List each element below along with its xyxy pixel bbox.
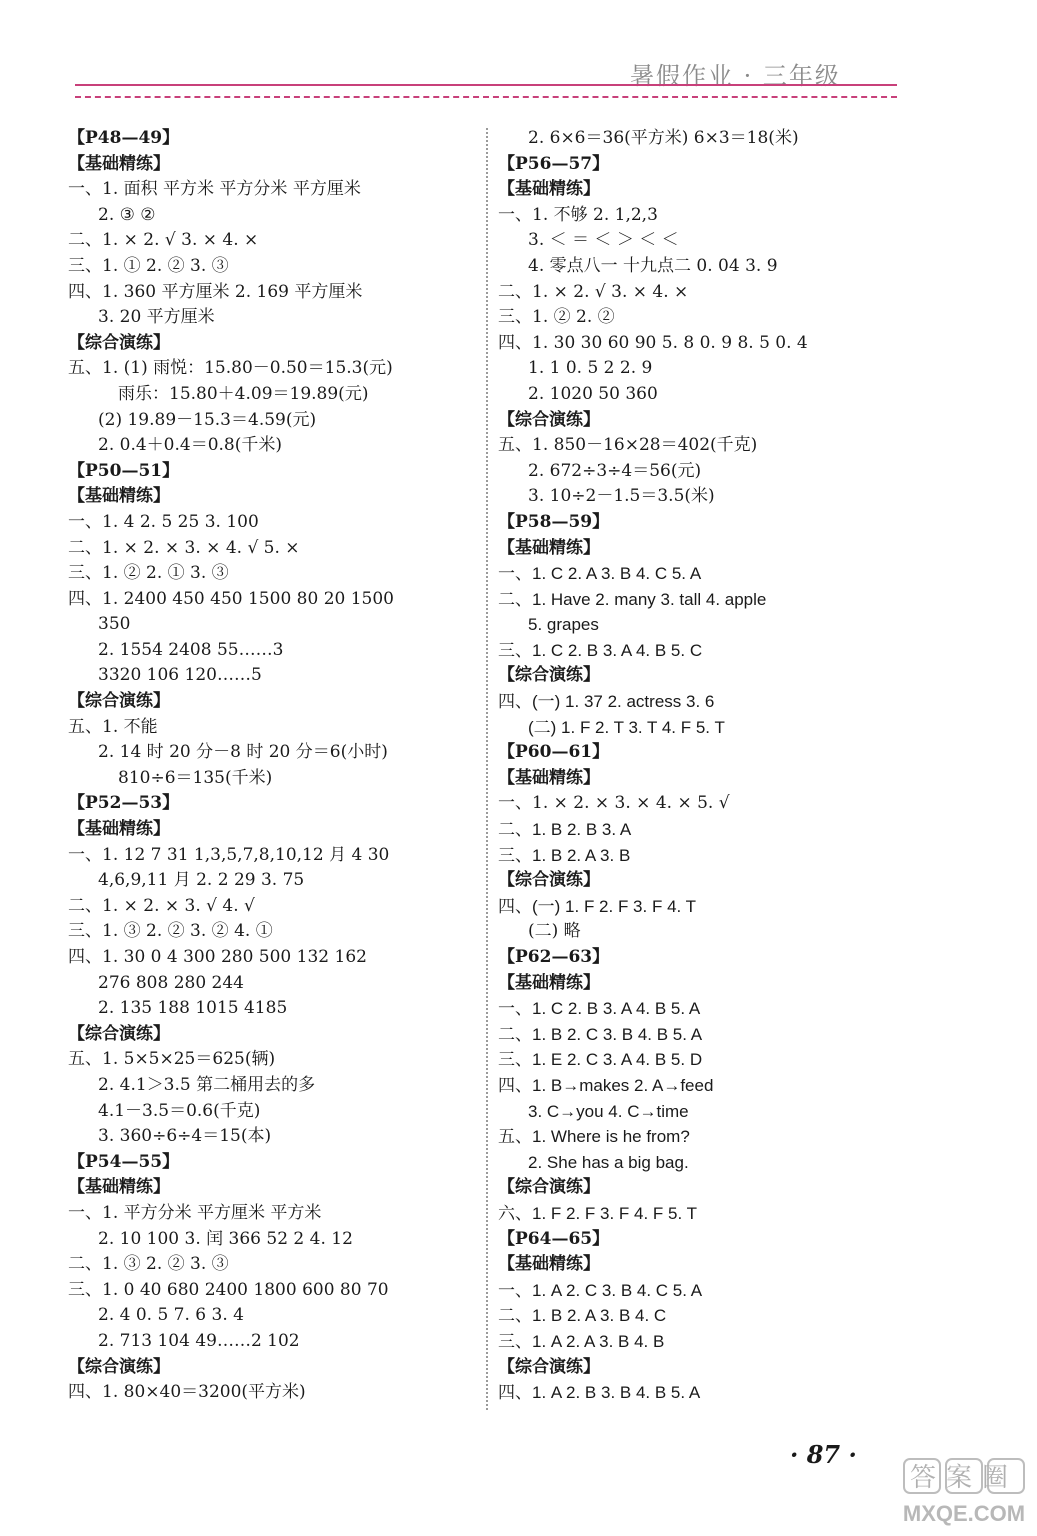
answer-line: 1. 1 0. 5 2 2. 9 <box>528 358 653 379</box>
answer-line: 4. 零点八一 十九点二 0. 04 3. 9 <box>528 255 778 276</box>
answer-line: 三、1. E 2. C 3. A 4. B 5. D <box>498 1050 703 1070</box>
answer-line: 四、1. 360 平方厘米 2. 169 平方厘米 <box>68 281 363 302</box>
answer-line: (二) 略 <box>528 921 581 942</box>
answer-line: 三、1. ③ 2. ② 3. ② 4. ① <box>68 921 273 942</box>
section-heading: 【综合演练】 <box>498 1177 600 1198</box>
answer-line: 二、1. × 2. √ 3. × 4. × <box>498 281 689 302</box>
answer-line: 3320 106 120……5 <box>98 665 262 686</box>
section-heading: 【综合演练】 <box>498 409 600 430</box>
answer-line: 四、1. B→makes 2. A→feed <box>498 1075 714 1095</box>
answer-line: 五、1. 850－16×28＝402(千克) <box>498 435 758 456</box>
answer-line: 二、1. × 2. × 3. × 4. √ 5. × <box>68 537 300 558</box>
answer-line: 2. 1020 50 360 <box>528 383 658 404</box>
section-heading: 【基础精练】 <box>498 972 600 993</box>
answer-line: 一、1. 面积 平方米 平方分米 平方厘米 <box>68 179 361 200</box>
answer-line: 一、1. 12 7 31 1,3,5,7,8,10,12 月 4 30 <box>68 844 390 865</box>
section-heading: 【综合演练】 <box>498 1356 600 1377</box>
answer-line: 三、1. C 2. B 3. A 4. B 5. C <box>498 640 703 660</box>
running-header: 暑假作业 · 三年级 <box>630 62 841 90</box>
answer-line: 四、1. 30 0 4 300 280 500 132 162 <box>68 947 367 967</box>
section-heading: 【综合演练】 <box>498 665 600 686</box>
answer-line: 3. 360÷6÷4＝15(本) <box>98 1126 272 1147</box>
answer-line: 2. 4 0. 5 7. 6 3. 4 <box>98 1305 244 1326</box>
answer-line: 四、1. 80×40＝3200(平方米) <box>68 1382 306 1403</box>
section-heading: 【基础精练】 <box>68 819 170 840</box>
answer-line: 二、1. ③ 2. ② 3. ③ <box>68 1254 229 1275</box>
answer-line: 2. 0.4＋0.4＝0.8(千米) <box>98 435 282 456</box>
answer-line: 2. 4.1＞3.5 第二桶用去的多 <box>98 1074 316 1095</box>
section-heading: 【P52—53】 <box>68 793 180 814</box>
answer-line: 5. grapes <box>528 615 599 635</box>
section-heading: 【P48—49】 <box>68 128 180 148</box>
answer-line: 2. 6×6＝36(平方米) 6×3＝18(米) <box>528 128 799 148</box>
section-heading: 【P60—61】 <box>498 742 610 763</box>
answer-line: 三、1. ② 2. ② <box>498 307 615 328</box>
answer-line: 一、1. × 2. × 3. × 4. × 5. √ <box>498 793 730 814</box>
answer-line: 3. C→you 4. C→time <box>528 1101 689 1121</box>
column-divider <box>486 128 488 1410</box>
section-heading: 【P64—65】 <box>498 1228 610 1249</box>
section-heading: 【基础精练】 <box>68 1177 170 1198</box>
watermark-text-bottom: MXQE.COM <box>902 1501 1026 1526</box>
answer-line: 三、1. A 2. A 3. B 4. B <box>498 1331 665 1351</box>
answer-line: 一、1. A 2. C 3. B 4. C 5. A <box>498 1280 703 1300</box>
answer-line: 2. 713 104 49……2 102 <box>98 1330 300 1351</box>
answer-line: 810÷6＝135(千米) <box>118 767 273 788</box>
answer-line: 一、1. C 2. B 3. A 4. B 5. A <box>498 999 701 1019</box>
answer-line: 四、1. 2400 450 450 1500 80 20 1500 <box>68 588 394 609</box>
answer-line: 一、1. 不够 2. 1,2,3 <box>498 204 658 225</box>
answer-line: (二) 1. F 2. T 3. T 4. F 5. T <box>528 717 725 737</box>
answer-line: 3. ＜ ＝ ＜ ＞ ＜ ＜ <box>528 230 679 251</box>
answer-line: 350 <box>98 614 131 635</box>
section-heading: 【基础精练】 <box>498 767 600 788</box>
answer-line: 五、1. 不能 <box>68 716 158 737</box>
answer-line: 四、1. 30 30 60 90 5. 8 0. 9 8. 5 0. 4 <box>498 332 808 353</box>
answer-line: (2) 19.89－15.3＝4.59(元) <box>98 409 317 430</box>
answer-line: 3. 10÷2－1.5＝3.5(米) <box>528 486 715 507</box>
answer-line: 4.1－3.5＝0.6(千克) <box>98 1100 261 1121</box>
section-heading: 【P56—57】 <box>498 153 610 174</box>
section-heading: 【基础精练】 <box>498 537 600 558</box>
section-heading: 【P50—51】 <box>68 460 180 481</box>
header-rule-dashed <box>75 96 897 98</box>
answer-line: 2. 672÷3÷4＝56(元) <box>528 460 702 481</box>
answer-line: 一、1. 平方分米 平方厘米 平方米 <box>68 1202 322 1223</box>
answer-line: 六、1. F 2. F 3. F 4. F 5. T <box>498 1203 698 1223</box>
answer-column-left <box>68 126 478 1406</box>
answer-line: 雨乐：15.80＋4.09＝19.89(元) <box>118 383 369 404</box>
answer-line: 五、1. (1) 雨悦：15.80－0.50＝15.3(元) <box>68 358 393 379</box>
answer-line: 三、1. ② 2. ① 3. ③ <box>68 563 229 584</box>
section-heading: 【基础精练】 <box>498 179 600 200</box>
section-heading: 【综合演练】 <box>498 870 600 891</box>
answer-line: 一、1. 4 2. 5 25 3. 100 <box>68 511 259 532</box>
answer-line: 二、1. × 2. √ 3. × 4. × <box>68 230 259 251</box>
answer-line: 四、1. A 2. B 3. B 4. B 5. A <box>498 1383 701 1403</box>
answer-line: 五、1. 5×5×25＝625(辆) <box>68 1049 276 1070</box>
header-rule-solid <box>75 84 897 86</box>
section-heading: 【基础精练】 <box>68 153 170 174</box>
answer-line: 3. 20 平方厘米 <box>98 307 215 328</box>
answer-line: 2. 10 100 3. 闰 366 52 2 4. 12 <box>98 1228 353 1249</box>
answer-line: 三、1. B 2. A 3. B <box>498 845 631 865</box>
answer-line: 二、1. B 2. C 3. B 4. B 5. A <box>498 1024 703 1044</box>
section-heading: 【P62—63】 <box>498 947 610 967</box>
answer-line: 四、(一) 1. 37 2. actress 3. 6 <box>498 692 715 712</box>
answer-line: 四、(一) 1. F 2. F 3. F 4. T <box>498 896 697 916</box>
answer-line: 2. ③ ② <box>98 204 156 225</box>
answer-line: 2. 14 时 20 分－8 时 20 分＝6(小时) <box>98 742 388 763</box>
answer-line: 二、1. B 2. A 3. B 4. C <box>498 1306 667 1326</box>
section-heading: 【综合演练】 <box>68 332 170 353</box>
answer-line: 三、1. 0 40 680 2400 1800 600 80 70 <box>68 1279 389 1300</box>
section-heading: 【综合演练】 <box>68 1356 170 1377</box>
answer-line: 4,6,9,11 月 2. 2 29 3. 75 <box>98 870 305 891</box>
answer-line: 2. She has a big bag. <box>528 1152 689 1172</box>
page-number: · 87 · <box>790 1440 857 1469</box>
answer-line: 二、1. × 2. × 3. √ 4. √ <box>68 895 255 916</box>
watermark-text-top: 答案圈 <box>909 1463 1019 1493</box>
section-heading: 【P58—59】 <box>498 511 610 532</box>
watermark-logo <box>900 1455 1030 1530</box>
section-heading: 【基础精练】 <box>68 486 170 507</box>
section-heading: 【P54—55】 <box>68 1151 180 1172</box>
answer-line: 2. 135 188 1015 4185 <box>98 998 288 1019</box>
answer-column-right <box>498 126 918 1406</box>
section-heading: 【综合演练】 <box>68 691 170 712</box>
section-heading: 【综合演练】 <box>68 1023 170 1044</box>
answer-line: 二、1. B 2. B 3. A <box>498 820 632 840</box>
answer-line: 2. 1554 2408 55……3 <box>98 639 284 660</box>
answer-line: 三、1. ① 2. ② 3. ③ <box>68 255 229 276</box>
answer-line: 276 808 280 244 <box>98 972 245 993</box>
answer-line: 一、1. C 2. A 3. B 4. C 5. A <box>498 564 702 584</box>
section-heading: 【基础精练】 <box>498 1254 600 1275</box>
answer-line: 五、1. Where is he from? <box>498 1127 690 1147</box>
answer-line: 二、1. Have 2. many 3. tall 4. apple <box>498 589 767 609</box>
